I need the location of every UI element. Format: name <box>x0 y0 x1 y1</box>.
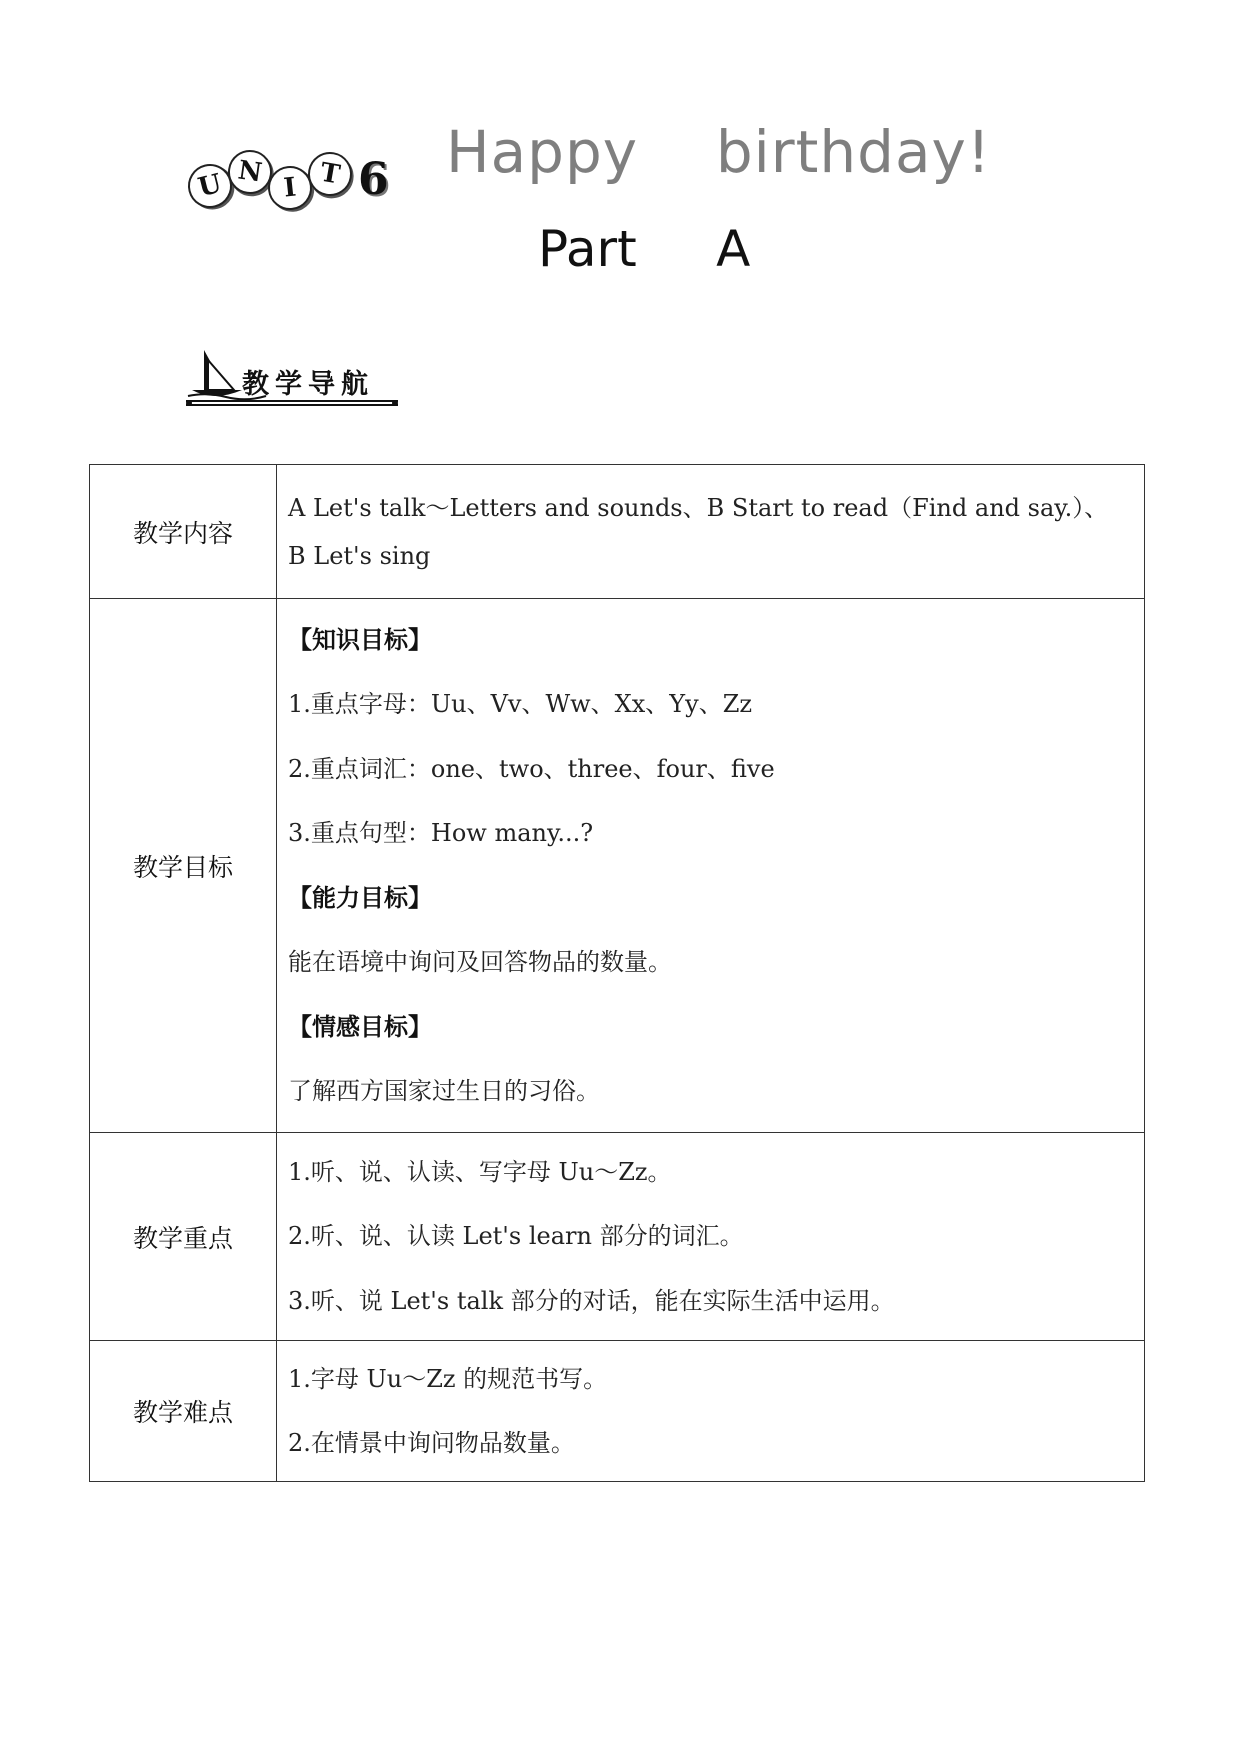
knowledge-item: 2.重点词汇：one、two、three、four、five <box>288 754 775 783</box>
row-value-key-points <box>277 1133 1145 1341</box>
table-row-key-points <box>90 1133 1145 1341</box>
ability-heading: 【能力目标】 <box>288 883 432 912</box>
row-value-difficulties <box>277 1341 1145 1482</box>
page-title: Happy birthday! <box>446 118 992 186</box>
row-label-key-points: 教学重点 <box>90 1133 277 1341</box>
ability-item: 能在语境中询问及回答物品的数量。 <box>288 948 672 976</box>
unit-letter-i: I <box>266 164 314 212</box>
knowledge-item: 1.重点字母：Uu、Vv、Ww、Xx、Yy、Zz <box>288 690 753 718</box>
unit-letter-u: U <box>183 159 236 212</box>
row-value-content <box>277 465 1145 599</box>
unit-number: 6 <box>358 154 389 205</box>
table-row-objectives <box>90 599 1145 1133</box>
teaching-navigation-banner <box>186 346 400 410</box>
unit-badge <box>186 150 396 212</box>
row-label-difficulties: 教学难点 <box>90 1341 277 1482</box>
difficulty-item: 1.字母 Uu～Zz 的规范书写。 <box>288 1364 608 1393</box>
key-point-item: 3.听、说 Let's talk 部分的对话，能在实际生活中运用。 <box>288 1286 895 1315</box>
teaching-navigation-label: 教学导航 <box>242 369 374 400</box>
knowledge-heading: 【知识目标】 <box>288 625 432 654</box>
table-row-content <box>90 465 1145 599</box>
content-line: B Let's sing <box>288 541 431 570</box>
key-point-item: 1.听、说、认读、写字母 Uu～Zz。 <box>288 1157 672 1186</box>
emotion-heading: 【情感目标】 <box>288 1012 432 1041</box>
content-line: A Let's talk～Letters and sounds、B Start to read（Find and say.）、 <box>288 493 1109 522</box>
row-label-content: 教学内容 <box>90 465 277 599</box>
page-subtitle: Part A <box>538 220 751 278</box>
unit-letter-t: T <box>305 149 356 200</box>
key-point-item: 2.听、说、认读 Let's learn 部分的词汇。 <box>288 1222 744 1251</box>
row-label-objectives: 教学目标 <box>90 599 277 1133</box>
lesson-plan-table <box>89 464 1145 1482</box>
unit-letter-n: N <box>225 147 275 197</box>
table-row-difficulties <box>90 1341 1145 1482</box>
row-value-objectives <box>277 599 1145 1133</box>
difficulty-item: 2.在情景中询问物品数量。 <box>288 1429 575 1457</box>
knowledge-item: 3.重点句型：How many...? <box>288 819 594 847</box>
emotion-item: 了解西方国家过生日的习俗。 <box>288 1077 600 1105</box>
